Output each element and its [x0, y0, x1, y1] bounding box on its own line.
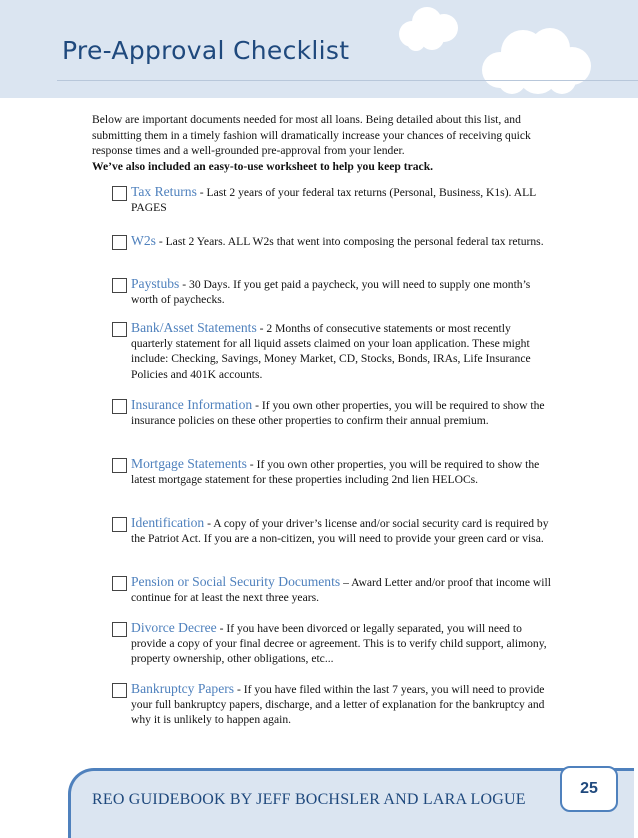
item-description: Award Letter and/or proof that income will continue for at least the next three years.: [131, 576, 551, 605]
footer-title-initial: REO G: [92, 791, 141, 808]
item-description: A copy of your driver’s license and/or social security card is required by the Patriot Act. If you are a non-citizen, you will need to provide your green card or visa.: [131, 517, 549, 546]
item-description: If you own other properties, you will be required to show the latest mortgage statement for these properties including 2nd lien HELOCs.: [131, 458, 540, 487]
item-separator: –: [340, 576, 352, 589]
checklist-item: [112, 456, 552, 487]
item-separator: -: [179, 278, 190, 291]
checklist-item: [112, 515, 552, 546]
item-title: Paystubs: [131, 276, 180, 291]
item-description: Last 2 Years. ALL W2s that went into composing the personal federal tax returns.: [165, 235, 544, 248]
item-description: Last 2 years of your federal tax returns (Personal, Business, K1s). ALL PAGES: [131, 186, 536, 215]
item-title: Identification: [131, 515, 205, 530]
page-number: 25: [580, 780, 598, 797]
item-separator: -: [252, 399, 262, 412]
checklist-item: [112, 276, 552, 307]
cloud-icon: [478, 22, 596, 96]
intro-paragraph: Below are important documents needed for most all loans. Being detailed about this list, and submitting them in a timely fashion will dramatically increase your chances of receiving quick response times and a well-grounded pre-approval from your lender.: [92, 113, 531, 158]
checkbox-icon[interactable]: [112, 322, 127, 337]
footer-title: [92, 791, 526, 809]
item-title: W2s: [131, 233, 156, 248]
checkbox-icon[interactable]: [112, 622, 127, 637]
checklist-item: [112, 233, 544, 249]
checkbox-icon[interactable]: [112, 278, 127, 293]
checkbox-icon[interactable]: [112, 399, 127, 414]
intro-bold-line: We’ve also included an easy-to-use worksheet to help you keep track.: [92, 159, 434, 173]
header-divider: [57, 80, 638, 81]
checkbox-icon[interactable]: [112, 517, 127, 532]
item-title: Mortgage Statements: [131, 456, 247, 471]
checklist-item: [112, 184, 552, 215]
intro-text: [92, 112, 552, 174]
checklist-item: [112, 397, 552, 428]
checklist-item: [112, 620, 552, 667]
item-title: Pension or Social Security Documents: [131, 574, 341, 589]
item-title: Tax Returns: [131, 184, 197, 199]
page-title: Pre-Approval Checklist: [62, 36, 350, 65]
item-description: 2 Months of consecutive statements or most recently quarterly statement for all liquid assets claimed on your loan application. These might include: Checking, Savings, Money Market, CD, Stocks, Bonds, IRAs, Life Insurance Policies and 401K accounts.: [131, 322, 531, 381]
cloud-icon: [394, 4, 464, 52]
item-separator: -: [155, 235, 166, 248]
item-title: Divorce Decree: [131, 620, 217, 635]
item-title: Bank/Asset Statements: [131, 320, 257, 335]
checkbox-icon[interactable]: [112, 186, 127, 201]
item-description: If you own other properties, you will be required to show the insurance policies on these other properties to confirm their annual premium.: [131, 399, 545, 428]
page-number-box: [560, 766, 618, 812]
item-description: If you have filed within the last 7 years, you will need to provide your full bankruptcy papers, discharge, and a letter of explanation for the bankruptcy and why it is unlikely to happen again.: [131, 683, 545, 727]
checklist-item: [112, 681, 552, 728]
item-separator: -: [216, 622, 227, 635]
item-separator: -: [196, 186, 207, 199]
item-description: 30 Days. If you get paid a paycheck, you will need to supply one month’s worth of paychecks.: [131, 278, 531, 307]
item-separator: -: [234, 683, 244, 696]
footer-title-rest: UIDEBOOK BY JEFF BOCHSLER AND LARA LOGUE: [140, 791, 526, 808]
item-separator: -: [204, 517, 214, 530]
item-separator: -: [246, 458, 257, 471]
checkbox-icon[interactable]: [112, 235, 127, 250]
item-title: Insurance Information: [131, 397, 253, 412]
checklist-item: [112, 574, 552, 605]
checkbox-icon[interactable]: [112, 458, 127, 473]
item-description: If you have been divorced or legally separated, you will need to provide a copy of your final decree or agreement. This is to verify child support, alimony, property ownership, other obligations, etc...: [131, 622, 547, 666]
item-title: Bankruptcy Papers: [131, 681, 235, 696]
checkbox-icon[interactable]: [112, 683, 127, 698]
item-separator: -: [256, 322, 267, 335]
checklist-item: [112, 320, 552, 382]
checkbox-icon[interactable]: [112, 576, 127, 591]
